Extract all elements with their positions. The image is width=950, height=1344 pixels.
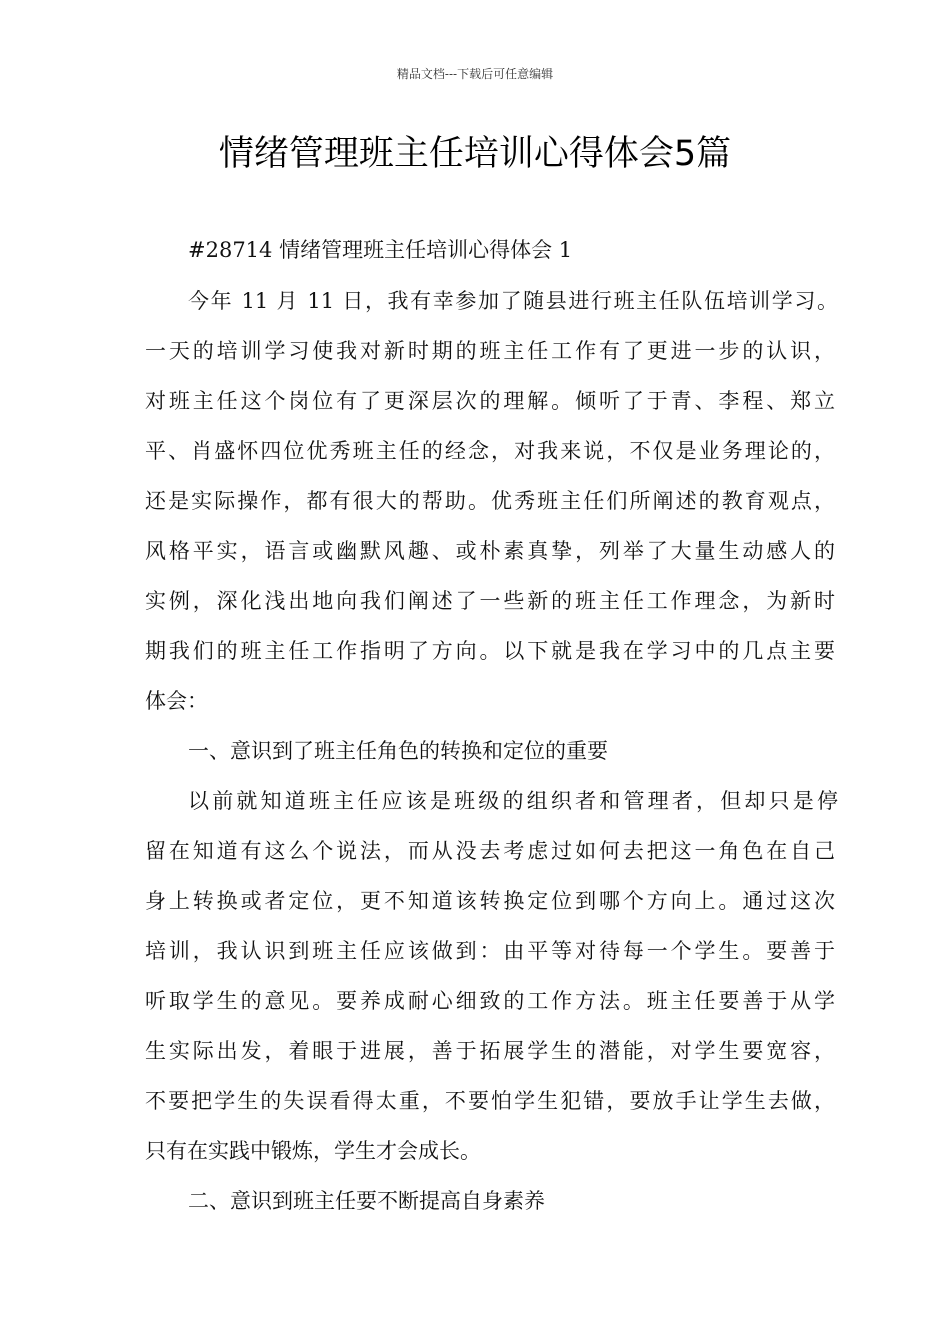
paragraph-line: 听取学生的意见。要养成耐心细致的工作方法。班主任要善于从学 <box>145 989 835 1013</box>
paragraph-line: 对班主任这个岗位有了更深层次的理解。倾听了于青、李程、郑立 <box>145 389 835 413</box>
paragraph-line: 留在知道有这么个说法，而从没去考虑过如何去把这一角色在自己 <box>145 839 835 863</box>
paragraph-line: 风格平实，语言或幽默风趣、或朴素真挚，列举了大量生动感人的 <box>145 539 835 563</box>
paragraph-line: 还是实际操作，都有很大的帮助。优秀班主任们所阐述的教育观点， <box>145 489 835 513</box>
paragraph-line: 不要把学生的失误看得太重，不要怕学生犯错，要放手让学生去做， <box>145 1089 835 1113</box>
page-header: 精品文档---下载后可任意编辑 <box>396 67 554 81</box>
paragraph-line: 体会： <box>145 689 208 713</box>
paragraph-line: 一天的培训学习使我对新时期的班主任工作有了更进一步的认识， <box>145 339 835 363</box>
subheading-1: 一、意识到了班主任角色的转换和定位的重要 <box>188 739 608 763</box>
paragraph-line: 以前就知道班主任应该是班级的组织者和管理者，但却只是停 <box>188 789 838 813</box>
paragraph-line: 期我们的班主任工作指明了方向。以下就是我在学习中的几点主要 <box>145 639 835 663</box>
paragraph-line: 今年 11 月 11 日，我有幸参加了随县进行班主任队伍培训学习。 <box>188 289 838 313</box>
paragraph-line: 实例，深化浅出地向我们阐述了一些新的班主任工作理念，为新时 <box>145 589 835 613</box>
section-heading: #28714 情绪管理班主任培训心得体会 1 <box>188 238 573 262</box>
paragraph-line: 平、肖盛怀四位优秀班主任的经念，对我来说，不仅是业务理论的， <box>145 439 835 463</box>
paragraph-line: 只有在实践中锻炼，学生才会成长。 <box>145 1139 481 1163</box>
paragraph-line: 生实际出发，着眼于进展，善于拓展学生的潜能，对学生要宽容， <box>145 1039 835 1063</box>
paragraph-line: 培训，我认识到班主任应该做到：由平等对待每一个学生。要善于 <box>145 939 835 963</box>
subheading-2: 二、意识到班主任要不断提高自身素养 <box>188 1189 545 1213</box>
document-title: 情绪管理班主任培训心得体会5篇 <box>218 134 732 174</box>
paragraph-line: 身上转换或者定位，更不知道该转换定位到哪个方向上。通过这次 <box>145 889 835 913</box>
